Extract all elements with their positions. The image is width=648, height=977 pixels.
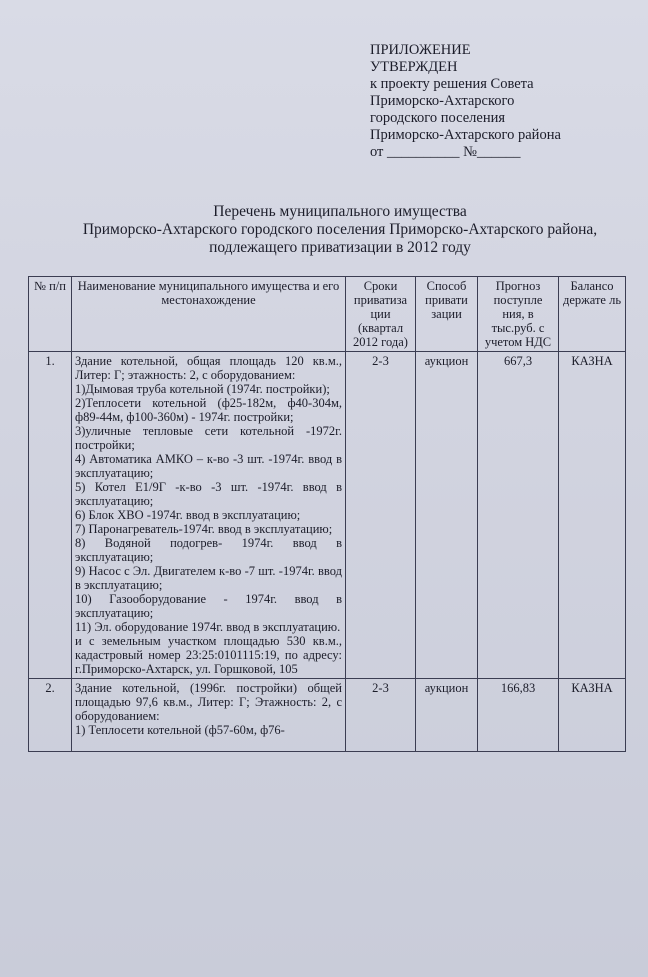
row-method: аукцион <box>416 679 478 752</box>
header-method: Способ привати зации <box>416 277 478 352</box>
desc-line: 1) Теплосети котельной (ф57-60м, ф76- <box>75 723 285 737</box>
property-table <box>28 276 626 752</box>
approval-line: к проекту решения Совета <box>370 76 534 92</box>
row-term: 2-3 <box>346 679 416 752</box>
desc-line: 1)Дымовая труба котельной (1974г. постройки); <box>75 382 330 396</box>
desc-line: Здание котельной, общая площадь 120 кв.м., Литер: Г; этажность: 2, с оборудованием: <box>75 354 342 382</box>
desc-line: 8) Водяной подогрев- 1974г. ввод в эксплуатацию; <box>75 536 342 564</box>
row-term: 2-3 <box>346 352 416 679</box>
title-line: Приморско-Ахтарского городского поселения Приморско-Ахтарского района, <box>82 221 598 238</box>
desc-line: 7) Паронагреватель-1974г. ввод в эксплуатацию; <box>75 522 333 536</box>
header-name: Наименование муниципального имущества и его местонахождение <box>72 277 346 352</box>
row-method: аукцион <box>416 352 478 679</box>
approval-line: городского поселения <box>370 110 506 126</box>
desc-line: Здание котельной, (1996г. постройки) общей площадью 97,6 кв.м., Литер: Г; Этажность: 2, с оборудованием: <box>75 681 342 723</box>
row-description <box>72 679 346 752</box>
row-number: 2. <box>29 679 72 752</box>
header-forecast: Прогноз поступле ния, в тыс.руб. с учетом НДС <box>478 277 559 352</box>
row-holder: КАЗНА <box>559 679 626 752</box>
approval-line: ПРИЛОЖЕНИЕ <box>370 42 471 58</box>
document-title <box>40 203 640 257</box>
approval-block <box>370 42 630 161</box>
header-holder: Балансо держате ль <box>559 277 626 352</box>
table-row <box>29 352 626 679</box>
title-line: подлежащего приватизации в 2012 году <box>209 239 471 256</box>
header-term: Сроки приватиза ции (квартал 2012 года) <box>346 277 416 352</box>
desc-line: 11) Эл. оборудование 1974г. ввод в эксплуатацию. <box>75 620 341 634</box>
desc-line: 6) Блок ХВО -1974г. ввод в эксплуатацию; <box>75 508 301 522</box>
table-row <box>29 679 626 752</box>
row-number: 1. <box>29 352 72 679</box>
approval-line: от __________ №______ <box>370 144 521 160</box>
approval-line: Приморско-Ахтарского района <box>370 127 561 143</box>
row-description <box>72 352 346 679</box>
desc-line: 3)уличные тепловые сети котельной -1972г. постройки; <box>75 424 342 452</box>
approval-line: УТВЕРЖДЕН <box>370 59 458 75</box>
title-line: Перечень муниципального имущества <box>213 203 467 220</box>
desc-line: 9) Насос с Эл. Двигателем к-во -7 шт. -1974г. ввод в эксплуатацию; <box>75 564 342 592</box>
header-num: № п/п <box>29 277 72 352</box>
approval-line: Приморско-Ахтарского <box>370 93 515 109</box>
desc-line: 10) Газооборудование - 1974г. ввод в эксплуатацию; <box>75 592 342 620</box>
desc-line: 2)Теплосети котельной (ф25-182м, ф40-304м, ф89-44м, ф100-360м) - 1974г. постройки; <box>75 396 342 424</box>
row-holder: КАЗНА <box>559 352 626 679</box>
desc-line: 4) Автоматика АМКО – к-во -3 шт. -1974г. ввод в эксплуатацию; <box>75 452 342 480</box>
desc-line: 5) Котел Е1/9Г -к-во -3 шт. -1974г. ввод в эксплуатацию; <box>75 480 342 508</box>
table-header-row <box>29 277 626 352</box>
row-forecast: 667,3 <box>478 352 559 679</box>
row-forecast: 166,83 <box>478 679 559 752</box>
desc-line: и с земельным участком площадью 530 кв.м., кадастровый номер 23:25:0101115:19, по адресу: г.Приморско-Ахтарск, ул. Горшковой, 105 <box>75 634 342 676</box>
